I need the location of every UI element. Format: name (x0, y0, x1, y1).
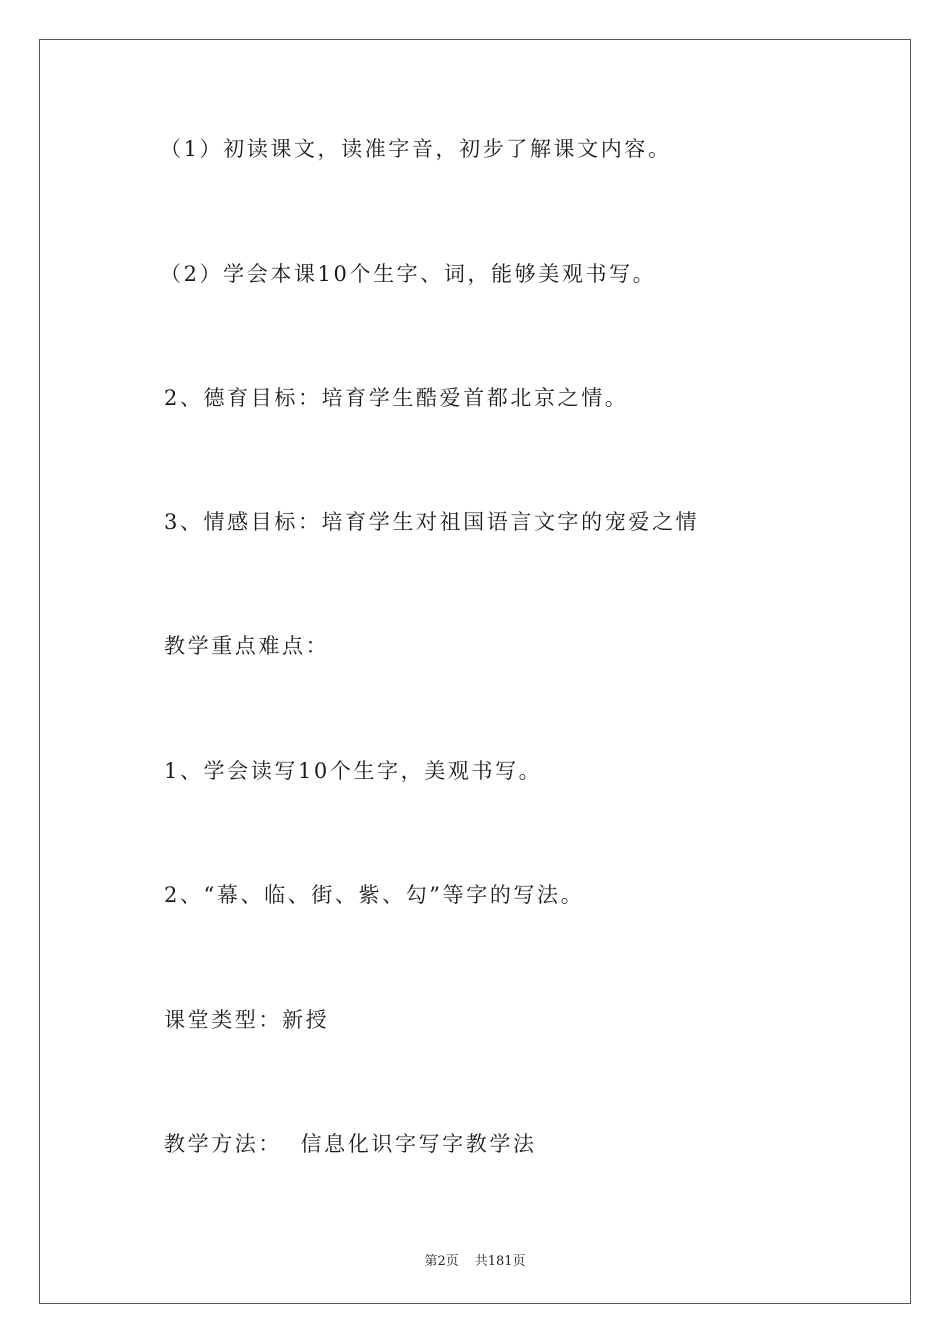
teaching-method-line: 教学方法： 信息化识字写字教学法 (164, 1132, 537, 1156)
page-number: 第2页 (424, 1254, 459, 1269)
lesson-type-line: 课堂类型：新授 (164, 1008, 330, 1032)
page-border (39, 39, 911, 1304)
page-footer (0, 1250, 950, 1269)
key-points-heading: 教学重点难点： (164, 634, 330, 658)
key-point-1: 1、学会读写10个生字，美观书写。 (164, 759, 543, 783)
objective-line-1: （1）初读课文，读准字音，初步了解课文内容。 (160, 137, 672, 161)
objective-line-2: （2）学会本课10个生字、词，能够美观书写。 (160, 262, 657, 286)
moral-goal-line: 2、德育目标：培育学生酷爱首都北京之情。 (164, 386, 629, 410)
emotional-goal-line: 3、情感目标：培育学生对祖国语言文字的宠爱之情 (164, 510, 700, 534)
key-point-2: 2、“幕、临、街、紫、勾”等字的写法。 (164, 883, 585, 907)
page-total: 共181页 (474, 1254, 526, 1269)
